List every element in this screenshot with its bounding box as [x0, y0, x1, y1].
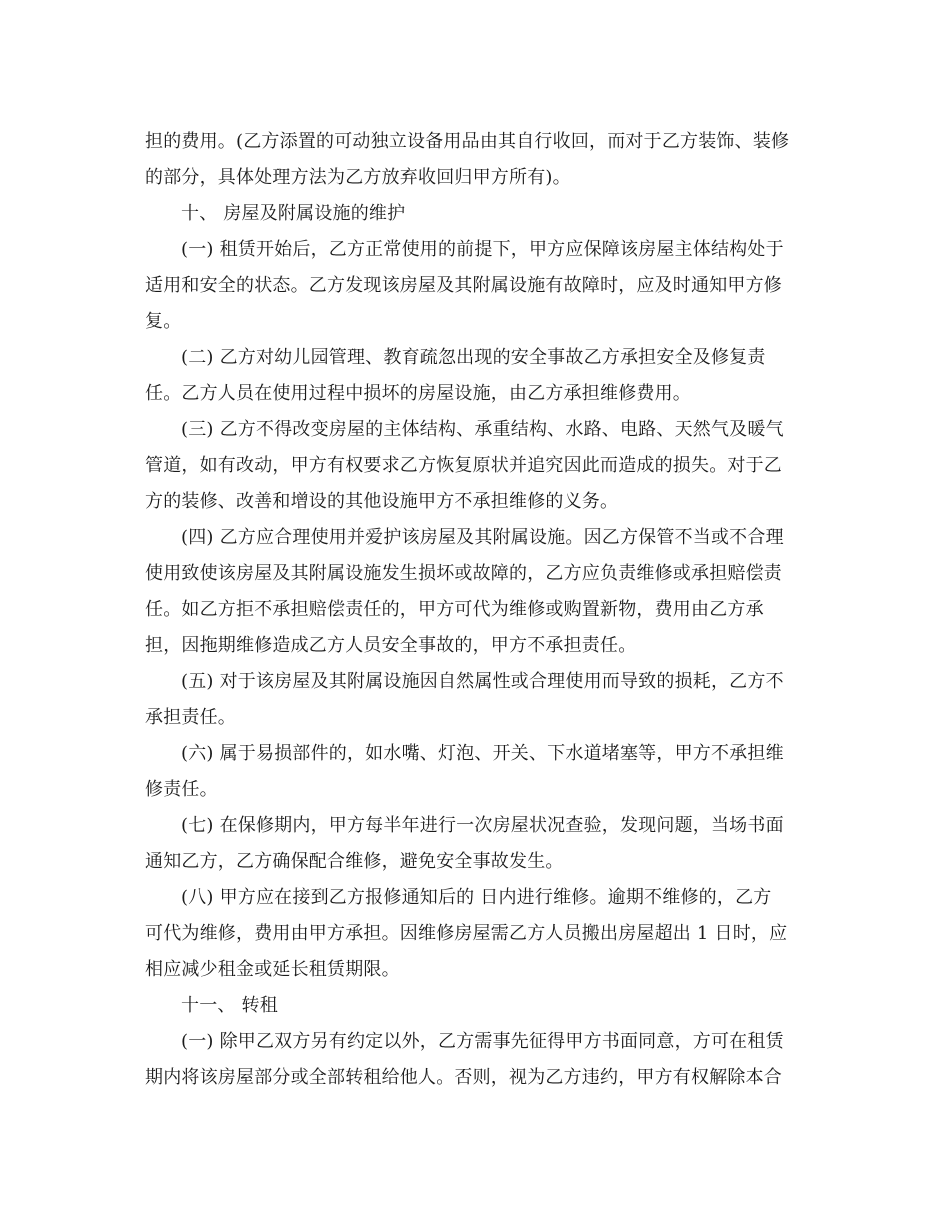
text-line: (四) 乙方应合理使用并爱护该房屋及其附属设施。因乙方保管不当或不合理: [181, 527, 784, 548]
text-line: 相应减少租金或延长租赁期限。: [145, 959, 400, 980]
text-line: 可代为维修，费用由甲方承担。因维修房屋需乙方人员搬出房屋超出 1 日时，应: [145, 923, 788, 944]
text-line: 的部分，具体处理方法为乙方放弃收回归甲方所有)。: [145, 167, 571, 188]
text-line: 适用和安全的状态。乙方发现该房屋及其附属设施有故障时，应及时通知甲方修: [145, 275, 782, 296]
text-line: (六) 属于易损部件的，如水嘴、灯泡、开关、下水道堵塞等，甲方不承担维: [181, 743, 784, 764]
text-line: (二) 乙方对幼儿园管理、教育疏忽出现的安全事故乙方承担安全及修复责: [181, 347, 766, 368]
text-line: 管道，如有改动，甲方有权要求乙方恢复原状并追究因此而造成的损失。对于乙: [145, 455, 782, 476]
text-line: 承担责任。: [145, 707, 236, 728]
text-line: (一) 除甲乙双方另有约定以外，乙方需事先征得甲方书面同意，方可在租赁: [181, 1031, 784, 1052]
text-line: 十、 房屋及附属设施的维护: [181, 203, 406, 224]
text-line: 任。如乙方拒不承担赔偿责任的，甲方可代为维修或购置新物，费用由乙方承: [145, 599, 764, 620]
text-line: (三) 乙方不得改变房屋的主体结构、承重结构、水路、电路、天然气及暖气: [181, 419, 784, 440]
text-line: 任。乙方人员在使用过程中损坏的房屋设施，由乙方承担维修费用。: [145, 383, 691, 404]
text-line: (七) 在保修期内，甲方每半年进行一次房屋状况查验，发现问题，当场书面: [181, 815, 784, 836]
text-line: (五) 对于该房屋及其附属设施因自然属性或合理使用而导致的损耗，乙方不: [181, 671, 784, 692]
text-line: 通知乙方，乙方确保配合维修，避免安全事故发生。: [145, 851, 564, 872]
text-line: 担的费用。(乙方添置的可动独立设备用品由其自行收回，而对于乙方装饰、装修: [145, 131, 790, 152]
text-line: 十一、 转租: [181, 995, 278, 1016]
document-body: [145, 124, 809, 1096]
text-line: (一) 租赁开始后，乙方正常使用的前提下，甲方应保障该房屋主体结构处于: [181, 239, 784, 260]
text-line: 担，因拖期维修造成乙方人员安全事故的，甲方不承担责任。: [145, 635, 637, 656]
text-line: 复。: [145, 311, 182, 332]
text-line: 修责任。: [145, 779, 218, 800]
text-line: (八) 甲方应在接到乙方报修通知后的 日内进行维修。逾期不维修的，乙方: [181, 887, 772, 908]
text-line: 方的装修、改善和增设的其他设施甲方不承担维修的义务。: [145, 491, 619, 512]
text-line: 期内将该房屋部分或全部转租给他人。否则，视为乙方违约，甲方有权解除本合: [145, 1067, 782, 1088]
text-line: 使用致使该房屋及其附属设施发生损坏或故障的，乙方应负责维修或承担赔偿责: [145, 563, 782, 584]
